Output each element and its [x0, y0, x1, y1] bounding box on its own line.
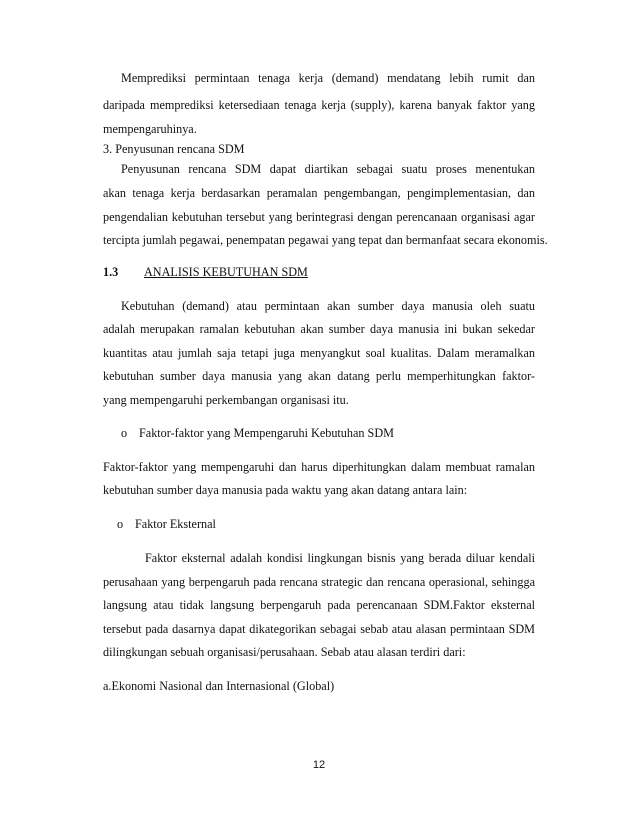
paragraph-line: daripada memprediksi ketersediaan tenaga kerja (supply), karena banyak faktor yang [103, 98, 535, 112]
paragraph-line: Kebutuhan (demand) atau permintaan akan sumber daya manusia oleh suatu [121, 299, 535, 313]
subheading: a.Ekonomi Nasional dan Internasional (Global) [103, 679, 335, 693]
section-title: 3. Penyusunan rencana SDM [103, 142, 245, 156]
bullet-item [117, 516, 549, 532]
paragraph-line: kebutuhan sumber daya manusia pada waktu yang akan datang antara lain: [103, 483, 468, 497]
paragraph-line: kebutuhan sumber daya manusia yang akan datang perlu memperhitungkan faktor- [103, 369, 535, 383]
paragraph-line: langsung atau tidak langsung berpengaruh pada perencanaan SDM.Faktor eksternal [103, 598, 535, 612]
paragraph-line: adalah merupakan ramalan kebutuhan akan sumber daya manusia ini bukan sekedar [103, 322, 535, 336]
bullet-marker: o [117, 517, 124, 531]
paragraph-line: perusahaan yang berpengaruh pada rencana strategic dan rencana operasional, sehingga [103, 575, 535, 589]
paragraph-line: Penyusunan rencana SDM dapat diartikan sebagai suatu proses menentukan [121, 162, 535, 176]
paragraph-line: tercipta jumlah pegawai, penempatan pegawai yang tepat dan bermanfaat secara ekonomis. [103, 233, 548, 247]
paragraph-line: Faktor eksternal adalah kondisi lingkungan bisnis yang berada diluar kendali [145, 551, 535, 565]
paragraph-line: kuantitas atau jumlah saja tetapi juga menyangkut soal kualitas. Dalam meramalkan [103, 346, 535, 360]
bullet-item [121, 425, 553, 441]
paragraph-line: Faktor-faktor yang mempengaruhi dan harus diperhitungkan dalam membuat ramalan [103, 460, 535, 474]
page-number: 12 [312, 759, 326, 771]
paragraph-line: Memprediksi permintaan tenaga kerja (demand) mendatang lebih rumit dan [121, 71, 535, 85]
bullet-text: Faktor Eksternal [135, 517, 216, 531]
paragraph-line: pengendalian kebutuhan tersebut yang berintegrasi dengan perencanaan organisasi agar [103, 210, 535, 224]
paragraph-line: yang mempengaruhi perkembangan organisasi itu. [103, 393, 349, 407]
paragraph-line: tersebut pada dasarnya dapat dikategorikan sebagai sebab atau alasan permintaan SDM [103, 622, 535, 636]
bullet-marker: o [121, 426, 128, 440]
heading-title: ANALISIS KEBUTUHAN SDM [144, 265, 308, 279]
section-heading [103, 264, 308, 280]
heading-number: 1.3 [103, 265, 119, 279]
paragraph-line: akan tenaga kerja berdasarkan peramalan pengembangan, pengimplementasian, dan [103, 186, 535, 200]
bullet-text: Faktor-faktor yang Mempengaruhi Kebutuhan SDM [139, 426, 394, 440]
paragraph-line: dilingkungan sebuah organisasi/perusahaan. Sebab atau alasan terdiri dari: [103, 645, 466, 659]
paragraph-line: mempengaruhinya. [103, 122, 197, 136]
